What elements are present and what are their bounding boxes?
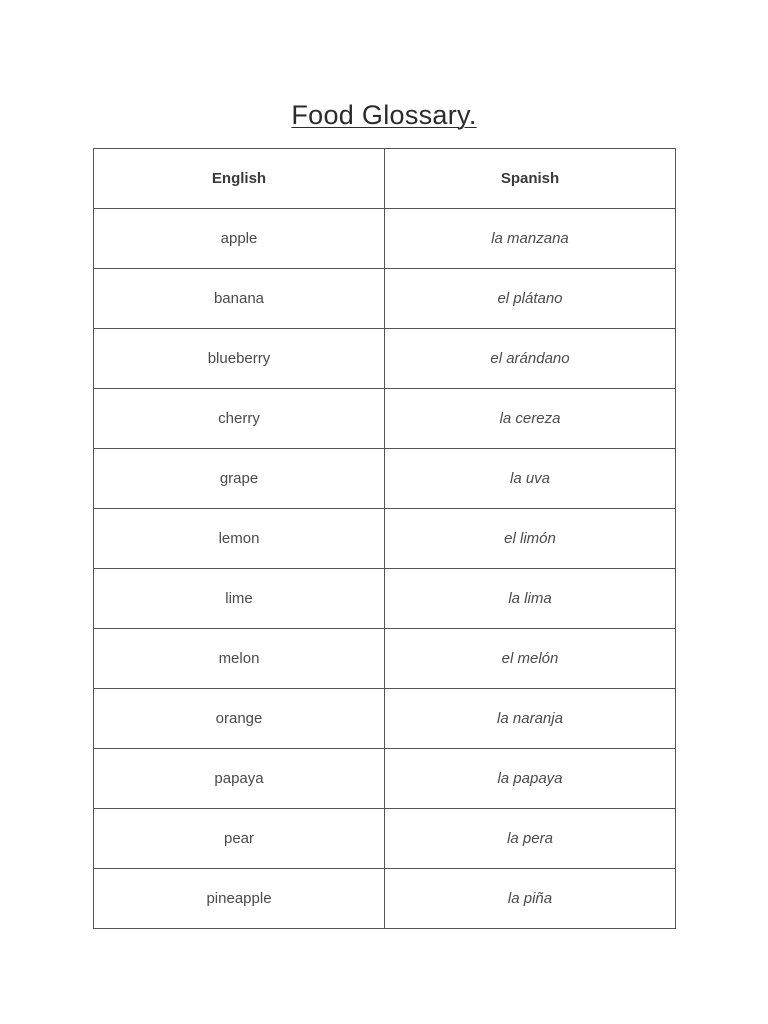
english-word: banana [94, 269, 385, 329]
spanish-word: la uva [385, 449, 676, 509]
spanish-word: el melón [385, 629, 676, 689]
table-row [94, 749, 676, 809]
english-word: melon [94, 629, 385, 689]
table-row [94, 509, 676, 569]
table-row [94, 809, 676, 869]
english-word: orange [94, 689, 385, 749]
spanish-word: la pera [385, 809, 676, 869]
spanish-word: la cereza [385, 389, 676, 449]
spanish-word: la lima [385, 569, 676, 629]
english-word: blueberry [94, 329, 385, 389]
table-row [94, 209, 676, 269]
english-word: pear [94, 809, 385, 869]
spanish-word: el arándano [385, 329, 676, 389]
table-row [94, 329, 676, 389]
table-row [94, 269, 676, 329]
column-header-spanish: Spanish [385, 149, 676, 209]
english-word: apple [94, 209, 385, 269]
spanish-word: la papaya [385, 749, 676, 809]
table-row [94, 569, 676, 629]
table-row [94, 629, 676, 689]
spanish-word: la piña [385, 869, 676, 929]
english-word: papaya [94, 749, 385, 809]
spanish-word: la manzana [385, 209, 676, 269]
english-word: pineapple [94, 869, 385, 929]
english-word: lemon [94, 509, 385, 569]
column-header-english: English [94, 149, 385, 209]
english-word: lime [94, 569, 385, 629]
spanish-word: el limón [385, 509, 676, 569]
table-row [94, 689, 676, 749]
table-header-row [94, 149, 676, 209]
english-word: cherry [94, 389, 385, 449]
table-row [94, 449, 676, 509]
page-title: Food Glossary. [291, 100, 477, 130]
table-row [94, 389, 676, 449]
spanish-word: el plátano [385, 269, 676, 329]
glossary-table [93, 148, 676, 929]
spanish-word: la naranja [385, 689, 676, 749]
table-row [94, 869, 676, 929]
english-word: grape [94, 449, 385, 509]
